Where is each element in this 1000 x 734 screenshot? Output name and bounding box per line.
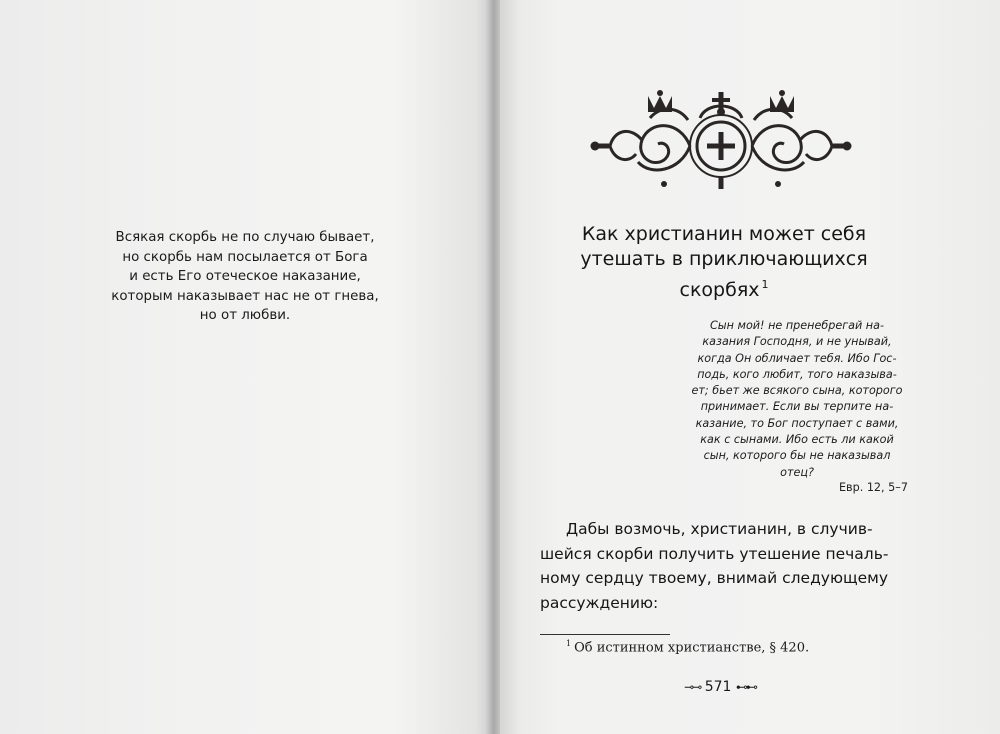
scripture-line: принимает. Если вы терпите на- (700, 400, 894, 414)
chapter-title-last-word: скорбях (679, 279, 760, 301)
body-paragraph (540, 517, 910, 615)
body-line: рассуждению: (540, 593, 659, 612)
chapter-title (540, 222, 908, 303)
cross-ornament-icon (590, 90, 852, 190)
scripture-line: сын, которого бы не наказывал (703, 449, 891, 463)
footnote-marker[interactable]: 1 (761, 278, 769, 291)
footnote-text: Об истинном христианстве, § 420. (574, 640, 810, 656)
scripture-line: ет; бьет же всякого сына, которого (691, 384, 903, 398)
scripture-quote (686, 318, 908, 481)
scripture-reference: Евр. 12, 5–7 (838, 481, 908, 494)
footnote-divider (540, 634, 670, 635)
page-number-left-ornament: ⊸⊸ (684, 680, 701, 694)
epigraph-line: Всякая скорбь не по случаю бывает, (115, 230, 375, 245)
body-line: ному сердцу твоему, внимай следующему (540, 569, 889, 587)
left-page (0, 0, 490, 734)
footnote (566, 639, 906, 655)
epigraph-line: которым наказывает нас не от гнева, (111, 288, 379, 304)
chapter-title-line (540, 272, 908, 303)
page-number-value: 571 (704, 679, 732, 695)
page-number-right-ornament: ⊷⊷ (735, 680, 756, 694)
scripture-line: когда Он обличает тебя. Ибо Гос- (697, 351, 897, 365)
body-line: Дабы возмочь, христианин, в случив- (566, 520, 873, 538)
chapter-title-line: утешать в приключающихся (580, 248, 868, 270)
scripture-line: как с сынами. Ибо есть ли какой (700, 433, 894, 447)
epigraph-line: но от любви. (199, 308, 291, 323)
scripture-line: Сын мой! не пренебрегай на- (709, 319, 884, 332)
book-gutter (486, 0, 500, 734)
footnote-number: 1 (566, 639, 572, 648)
scripture-line: казания Господня, и не унывай, (702, 335, 892, 349)
body-line: шейся скорби получить утешение печаль- (540, 544, 889, 563)
chapter-title-line: Как христианин может себя (581, 223, 867, 245)
page-number (660, 679, 780, 695)
epigraph (100, 228, 390, 326)
scripture-line: отец? (780, 465, 814, 479)
scripture-line: подь, кого любит, того наказыва- (697, 367, 897, 381)
epigraph-line: и есть Его отеческое наказание, (129, 269, 361, 284)
scripture-line: казание, то Бог поступает с вами, (695, 416, 899, 430)
epigraph-line: но скорбь нам посылается от Бога (122, 249, 368, 265)
